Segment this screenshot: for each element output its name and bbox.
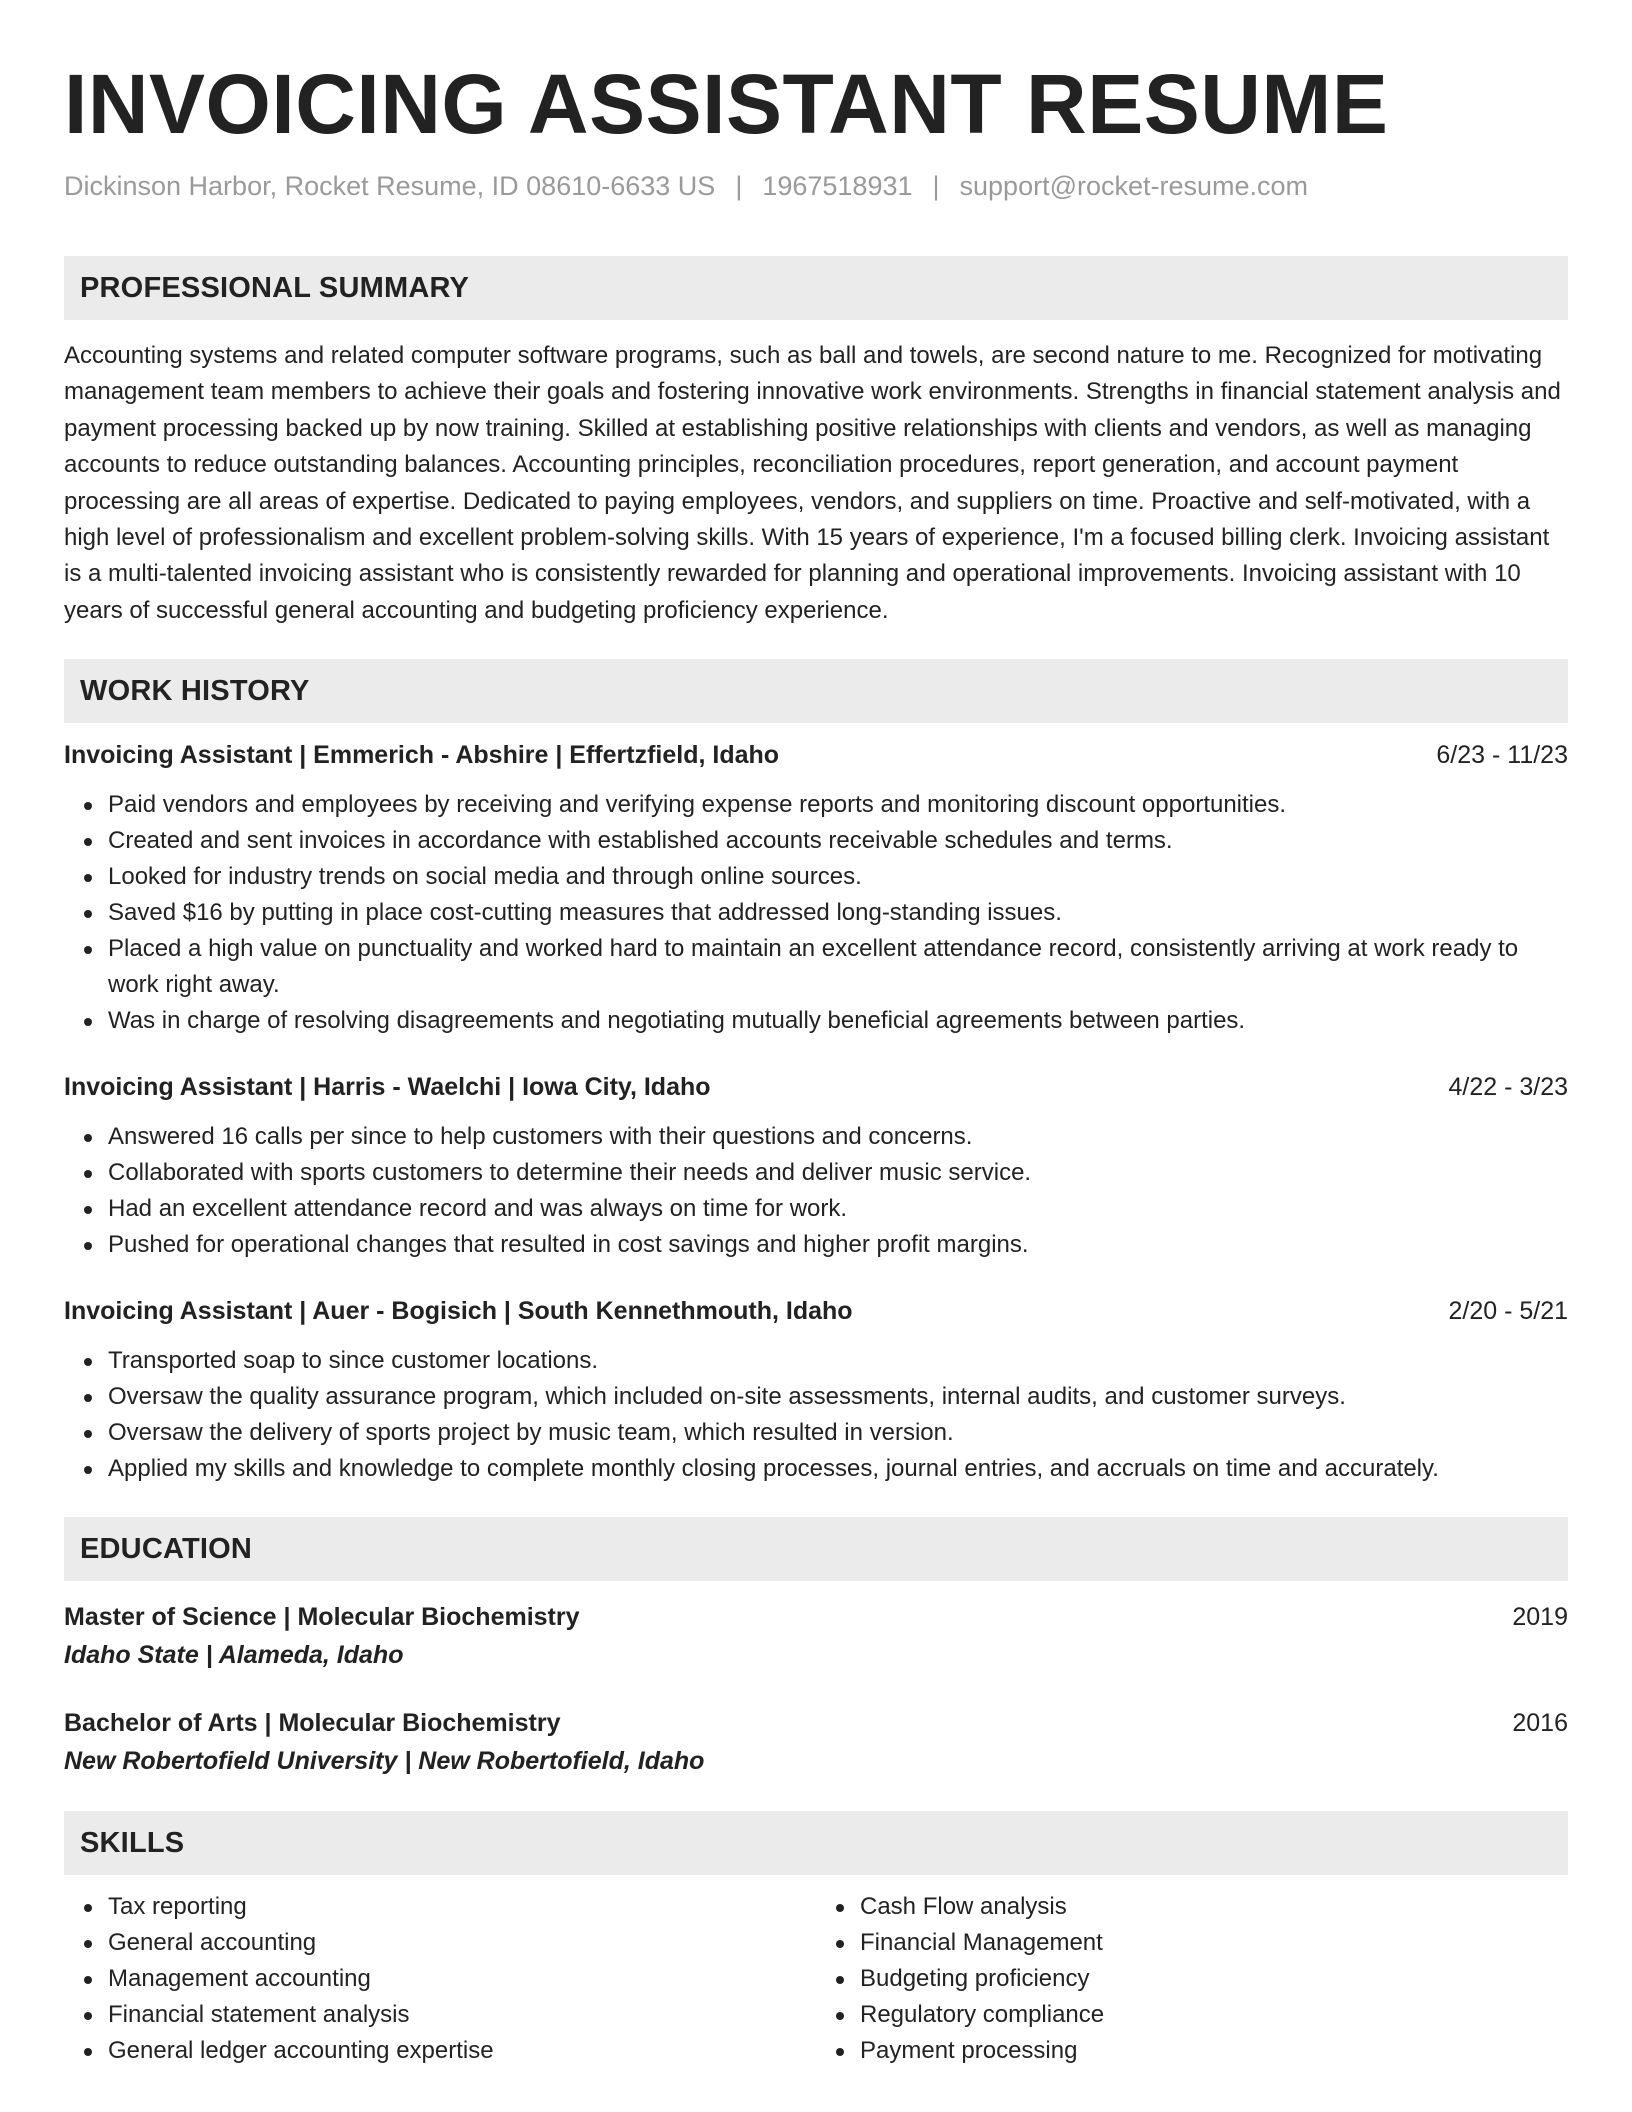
bullet-icon [836, 1904, 844, 1912]
bullet-text: Oversaw the quality assurance program, which included on-site assessments, internal audits, and customer surveys. [108, 1383, 1346, 1411]
education-header [64, 1705, 1568, 1741]
bullet-text: Transported soap to since customer locations. [108, 1347, 599, 1375]
list-item [108, 823, 1568, 859]
skill-text: General accounting [108, 1929, 317, 1957]
section-header-work-history [64, 659, 1568, 723]
list-item [108, 1119, 1568, 1155]
list-item [108, 1155, 1568, 1191]
bullet-text: Saved $16 by putting in place cost-cutting measures that addressed long-standing issues. [108, 899, 1062, 927]
bullet-icon [84, 2012, 92, 2020]
job-dates: 6/23 - 11/23 [1436, 741, 1568, 770]
skill-item [108, 1925, 816, 1961]
contact-separator: | [932, 171, 940, 201]
list-item [108, 1415, 1568, 1451]
contact-separator: | [735, 171, 743, 201]
list-item [108, 1003, 1568, 1039]
contact-email: support@rocket-resume.com [959, 171, 1309, 201]
list-item [108, 1227, 1568, 1263]
skill-item [860, 2033, 1568, 2069]
skill-text: Management accounting [108, 1965, 371, 1993]
skill-text: Budgeting proficiency [860, 1965, 1090, 1993]
job-bullets [64, 787, 1568, 1039]
resume-title: INVOICING ASSISTANT RESUME [64, 57, 1389, 151]
education-degree: Bachelor of Arts | Molecular Biochemistry [64, 1709, 561, 1738]
skill-item [860, 1925, 1568, 1961]
skill-text: Regulatory compliance [860, 2001, 1105, 2029]
job-entry [64, 1069, 1568, 1263]
job-title: Invoicing Assistant | Auer - Bogisich | South Kennethmouth, Idaho [64, 1297, 853, 1326]
skill-item [108, 1889, 816, 1925]
bullet-text: Collaborated with sports customers to determine their needs and deliver music service. [108, 1159, 1032, 1187]
bullet-text: Looked for industry trends on social media and through online sources. [108, 863, 862, 891]
list-item [108, 787, 1568, 823]
bullet-text: Pushed for operational changes that resulted in cost savings and higher profit margins. [108, 1231, 1029, 1259]
bullet-icon [84, 1466, 92, 1474]
bullet-text: Answered 16 calls per since to help customers with their questions and concerns. [108, 1123, 973, 1151]
bullet-icon [84, 946, 92, 954]
bullet-icon [836, 1940, 844, 1948]
job-dates: 4/22 - 3/23 [1448, 1073, 1568, 1102]
section-header-summary [64, 256, 1568, 320]
job-title: Invoicing Assistant | Harris - Waelchi | Iowa City, Idaho [64, 1073, 711, 1102]
job-header [64, 737, 1568, 773]
contact-line [64, 168, 1568, 204]
skill-item [108, 1961, 816, 1997]
education-school: New Robertofield University | New Robertofield, Idaho [64, 1747, 705, 1776]
bullet-text: Paid vendors and employees by receiving and verifying expense reports and monitoring discount opportunities. [108, 791, 1287, 819]
skill-text: Tax reporting [108, 1893, 247, 1921]
bullet-icon [84, 1430, 92, 1438]
list-item [108, 1191, 1568, 1227]
bullet-icon [84, 838, 92, 846]
skill-item [108, 2033, 816, 2069]
bullet-text: Placed a high value on punctuality and worked hard to maintain an excellent attendance record, consistently arriving at work ready to work right away. [108, 935, 1519, 999]
bullet-icon [84, 1904, 92, 1912]
education-year: 2019 [1512, 1603, 1568, 1632]
skill-item [860, 1997, 1568, 2033]
job-entry [64, 737, 1568, 1039]
job-bullets [64, 1343, 1568, 1487]
job-entry [64, 1293, 1568, 1487]
bullet-icon [84, 802, 92, 810]
education-school: Idaho State | Alameda, Idaho [64, 1641, 404, 1670]
bullet-icon [84, 1358, 92, 1366]
education-header [64, 1599, 1568, 1635]
section-heading: PROFESSIONAL SUMMARY [80, 271, 470, 304]
contact-phone: 1967518931 [762, 171, 913, 201]
list-item [108, 931, 1568, 1003]
skill-text: Financial Management [860, 1929, 1103, 1957]
job-title: Invoicing Assistant | Emmerich - Abshire | Effertzfield, Idaho [64, 741, 780, 770]
section-header-skills [64, 1811, 1568, 1875]
bullet-icon [84, 1134, 92, 1142]
job-header [64, 1069, 1568, 1105]
bullet-icon [84, 1394, 92, 1402]
summary-paragraph: Accounting systems and related computer software programs, such as ball and towels, are second nature to me. Recognized for motivating management team members to achieve their goals and fostering innovative work environments. Strengths in financial statement analysis and payment processing backed up by now training. Skilled at establishing positive relationships with clients and vendors, as well as managing accounts to reduce outstanding balances. Accounting principles, reconciliation procedures, report generation, and account payment processing are all areas of expertise. Dedicated to paying employees, vendors, and suppliers on time. Proactive and self-motivated, with a high level of professionalism and excellent problem-solving skills. With 15 years of experience, I'm a focused billing clerk. Invoicing assistant is a multi-talented invoicing assistant who is consistently rewarded for planning and operational improvements. Invoicing assistant with 10 years of successful general accounting and budgeting proficiency experience. [64, 342, 1561, 624]
section-heading: WORK HISTORY [80, 674, 310, 707]
list-item [108, 1343, 1568, 1379]
education-year: 2016 [1512, 1709, 1568, 1738]
skill-item [860, 1889, 1568, 1925]
bullet-text: Was in charge of resolving disagreements and negotiating mutually beneficial agreements between parties. [108, 1007, 1246, 1035]
section-heading: SKILLS [80, 1826, 185, 1859]
bullet-icon [84, 1242, 92, 1250]
skill-text: Payment processing [860, 2037, 1078, 2065]
bullet-icon [84, 1976, 92, 1984]
skill-text: General ledger accounting expertise [108, 2037, 494, 2065]
bullet-icon [84, 1170, 92, 1178]
skill-text: Financial statement analysis [108, 2001, 410, 2029]
bullet-icon [836, 2048, 844, 2056]
skills-list-left [64, 1889, 816, 2069]
education-entry [64, 1599, 1568, 1675]
skills-list-right [816, 1889, 1568, 2069]
contact-address: Dickinson Harbor, Rocket Resume, ID 08610-6633 US [64, 171, 716, 201]
skills-columns [64, 1889, 1568, 2069]
job-bullets [64, 1119, 1568, 1263]
bullet-text: Created and sent invoices in accordance with established accounts receivable schedules and terms. [108, 827, 1173, 855]
bullet-icon [84, 1940, 92, 1948]
skill-item [108, 1997, 816, 2033]
bullet-icon [84, 1206, 92, 1214]
bullet-icon [84, 874, 92, 882]
skill-text: Cash Flow analysis [860, 1893, 1067, 1921]
skill-item [860, 1961, 1568, 1997]
bullet-icon [84, 2048, 92, 2056]
section-heading: EDUCATION [80, 1532, 253, 1565]
bullet-icon [84, 910, 92, 918]
education-entry [64, 1705, 1568, 1781]
education-degree: Master of Science | Molecular Biochemistry [64, 1603, 580, 1632]
bullet-text: Applied my skills and knowledge to complete monthly closing processes, journal entries, and accruals on time and accurately. [108, 1455, 1439, 1483]
bullet-text: Had an excellent attendance record and was always on time for work. [108, 1195, 848, 1223]
list-item [108, 1451, 1568, 1487]
list-item [108, 1379, 1568, 1415]
list-item [108, 895, 1568, 931]
bullet-icon [836, 2012, 844, 2020]
job-dates: 2/20 - 5/21 [1448, 1297, 1568, 1326]
bullet-text: Oversaw the delivery of sports project by music team, which resulted in version. [108, 1419, 954, 1447]
job-header [64, 1293, 1568, 1329]
bullet-icon [836, 1976, 844, 1984]
list-item [108, 859, 1568, 895]
section-header-education [64, 1517, 1568, 1581]
bullet-icon [84, 1018, 92, 1026]
